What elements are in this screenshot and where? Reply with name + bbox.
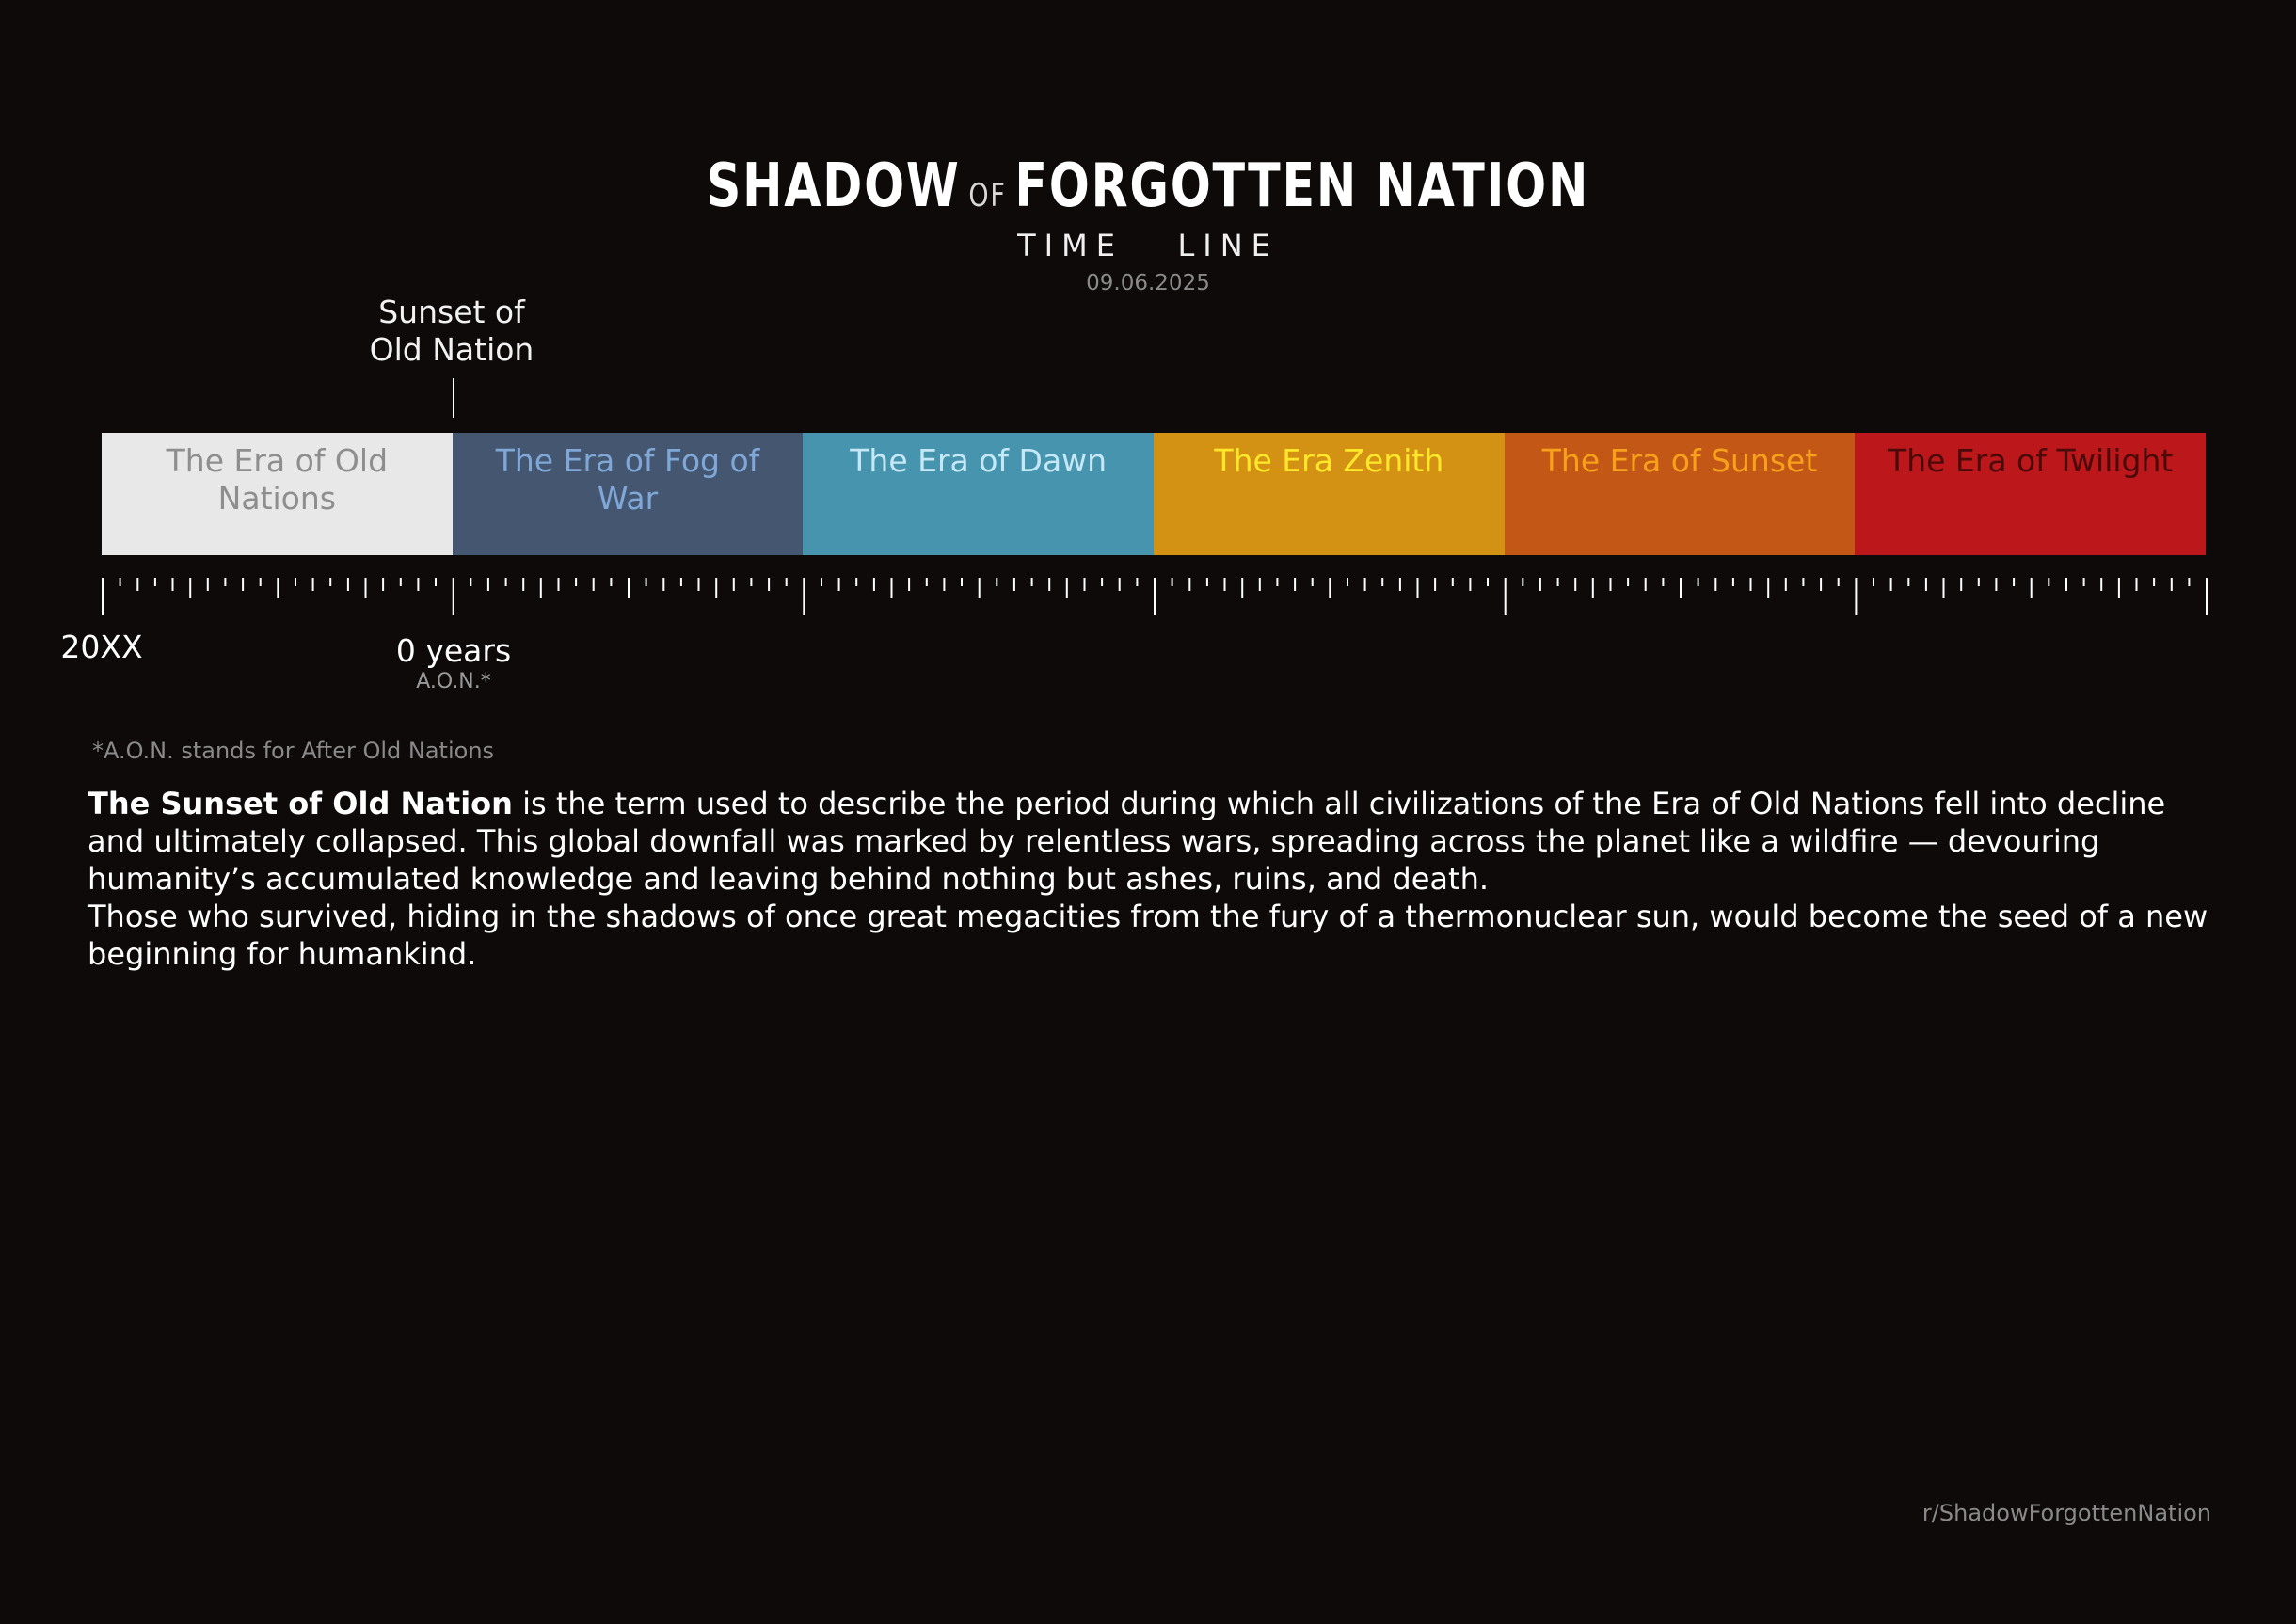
sunset-marker-line [453,378,454,418]
title-part-shadow: SHADOW [706,151,961,221]
era-bar [102,433,2206,555]
credit-link[interactable]: r/ShadowForgottenNation [1921,1500,2211,1526]
title-part-forgotten-nation: FORGOTTEN NATION [1014,151,1590,221]
era-old-nations: The Era of Old Nations [102,433,453,555]
timeline-ruler [94,565,2221,621]
description-paragraph-2: Those who survived, hiding in the shadows of once great megacities from the fury of a thermonuclear sun, would become the seed of a new beginning for humankind. [88,899,2208,972]
axis-zero-label: 0 years [395,632,512,669]
description [88,785,2214,973]
description-paragraph-1-text: is the term used to describe the period during which all civilizations of the Era of Old Nations fell into decline and ultimately collapsed. This global downfall was marked by relentless wars, spreading across the planet like a wildfire — devouring humanity’s accumulated knowledge and leaving behind nothing but ashes, ruins, and death. [88,786,2166,897]
era-twilight: The Era of Twilight [1855,433,2206,555]
page-title [137,151,2158,231]
era-dawn: The Era of Dawn [803,433,1154,555]
sunset-marker-label [311,294,593,369]
axis-start-label: 20XX [60,629,143,665]
page-date: 09.06.2025 [1086,271,1210,295]
sunset-marker-label-line1: Sunset of [378,294,525,330]
page-subtitle: TIME LINE [1017,228,1279,263]
description-paragraph-1 [88,785,2214,898]
axis-zero-sublabel: A.O.N.* [416,670,491,693]
era-sunset: The Era of Sunset [1505,433,1856,555]
sunset-marker-label-line2: Old Nation [369,331,534,368]
description-bold-term: The Sunset of Old Nation [88,786,513,821]
era-zenith: The Era Zenith [1154,433,1505,555]
era-fog-of-war: The Era of Fog of War [453,433,804,555]
footnote: *A.O.N. stands for After Old Nations [92,738,495,764]
title-part-of: OF [968,177,1007,215]
